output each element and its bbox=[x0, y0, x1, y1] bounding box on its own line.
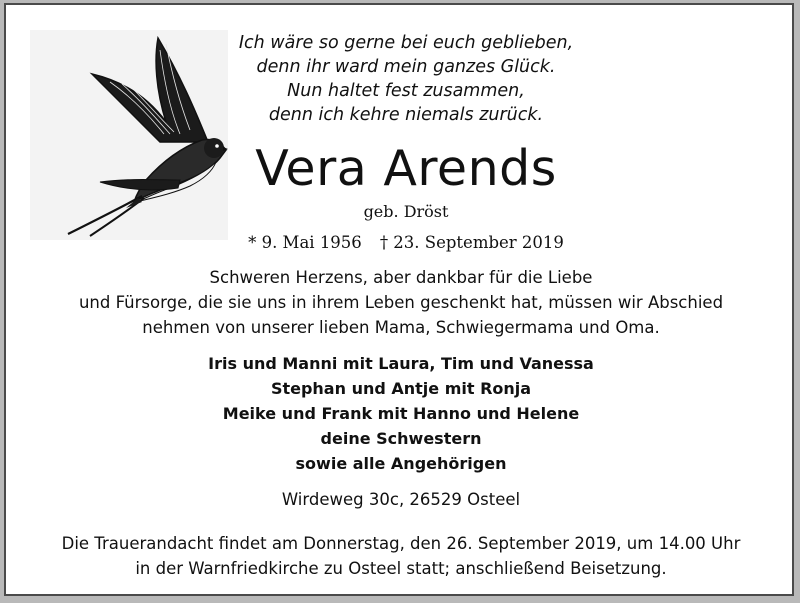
family-line: deine Schwestern bbox=[320, 429, 482, 448]
message-line: Schweren Herzens, aber dankbar für die Liebe bbox=[209, 268, 593, 287]
deceased-name: Vera Arends bbox=[255, 140, 557, 197]
message-line: nehmen von unserer lieben Mama, Schwiegermama und Oma. bbox=[142, 318, 660, 337]
birth-date: * 9. Mai 1956 bbox=[248, 233, 362, 252]
farewell-message bbox=[26, 265, 776, 340]
service-line: Die Trauerandacht findet am Donnerstag, den 26. September 2019, um 14.00 Uhr bbox=[61, 534, 741, 553]
family-line: sowie alle Angehörigen bbox=[295, 454, 507, 473]
life-dates bbox=[206, 231, 606, 255]
message-line: und Fürsorge, die sie uns in ihrem Leben geschenkt hat, müssen wir Abschied bbox=[78, 293, 724, 312]
address: Wirdeweg 30c, 26529 Osteel bbox=[281, 490, 521, 509]
swallow-icon bbox=[30, 30, 228, 240]
poem-line: Nun haltet fest zusammen, bbox=[287, 81, 525, 101]
death-date: † 23. September 2019 bbox=[379, 233, 564, 252]
poem bbox=[236, 31, 576, 127]
obituary-card bbox=[4, 3, 794, 596]
family-line: Meike und Frank mit Hanno und Helene bbox=[222, 404, 580, 423]
service-info bbox=[26, 531, 776, 581]
family-line: Stephan und Antje mit Ronja bbox=[270, 379, 532, 398]
poem-line: Ich wäre so gerne bei euch geblieben, bbox=[238, 33, 574, 53]
poem-line: denn ihr ward mein ganzes Glück. bbox=[256, 57, 556, 77]
family-list bbox=[26, 351, 776, 476]
service-line: in der Warnfriedkirche zu Osteel statt; anschließend Beisetzung. bbox=[135, 559, 667, 578]
poem-line: denn ich kehre niemals zurück. bbox=[268, 105, 544, 125]
family-line: Iris und Manni mit Laura, Tim und Vanessa bbox=[208, 354, 594, 373]
maiden-name: geb. Dröst bbox=[363, 202, 449, 221]
